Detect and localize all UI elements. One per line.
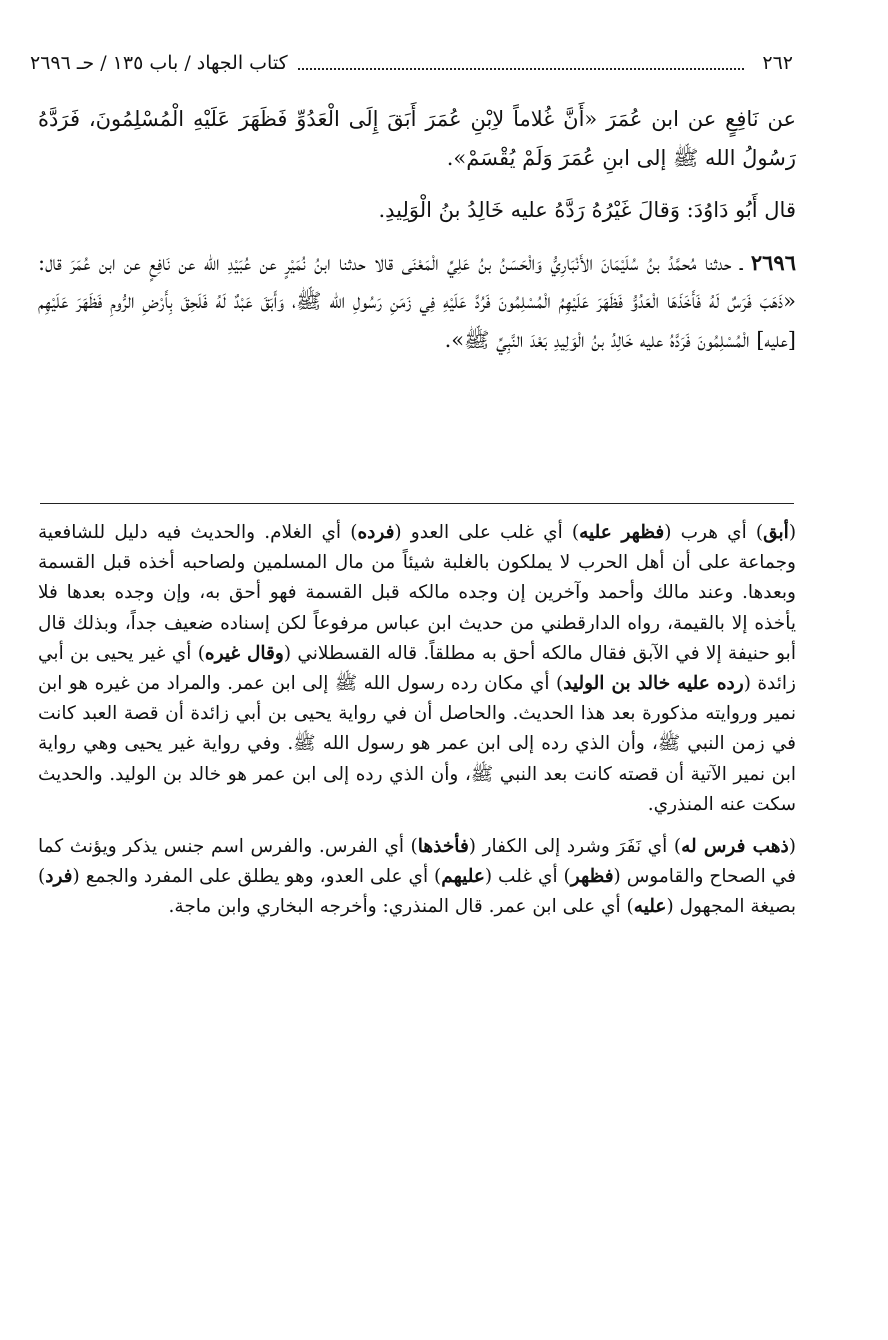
- gloss-term: فرده: [357, 522, 395, 543]
- gloss-term: فأخذها: [417, 836, 469, 858]
- gloss-term: عليهم: [441, 866, 485, 888]
- hadith-number: ٢٦٩٦: [750, 249, 796, 275]
- hadith-3-text: ـ حدثنا مُحمَّدُ بنُ سُلَيْمَانَ الأَنْبَارِيُّ وَالْحَسَنُ بنُ عَلِيِّ الْمَعْنَى قالا حدثنا ابنُ نُمَيْرٍ عن عُبَيْدِ الله عن نَافِعٍ عن ابن عُمَرَ قال: «ذَهَبَ فَرَسٌ لَهُ فَأَخَذَهَا الْعَدُوُّ فَظَهَرَ عَلَيْهِمُ الْمُسْلِمُونَ فَرُدَّ عَلَيْهِ فِي زَمَنِ رَسُولِ الله ﷺ، وَأَبَقَ عَبْدٌ لَهُ فَلَحِقَ بِأَرْضِ الرُّومِ فَظَهَرَ عَلَيْهِم [عليه] الْمُسْلِمُونَ فَرَدَّهُ عليه خَالِدُ بنُ الْوَلِيدِ بَعْدَ النَّبِيِّ ﷺ».: [38, 250, 796, 352]
- gloss-term: أبق: [763, 522, 789, 543]
- gloss-term: رده عليه خالد بن الوليد: [563, 673, 744, 695]
- footnote-divider: [40, 503, 794, 504]
- commentary: [38, 518, 796, 923]
- gloss-term: فظهر عليه: [579, 522, 665, 543]
- page-header: [30, 46, 793, 80]
- commentary-paragraph-1: (أبق) أي هرب (فظهر عليه) أي غلب على العدو (فرده) أي الغلام. والحديث فيه دليل للشافعية وجماعة على أن أهل الحرب لا يملكون بالغلبة شيئاً من مال المسلمين ولصاحبه أخذه قبل القسمة وبعدها. وعند مالك وأحمد وآخرين إن وجده مالكه قبل القسمة فهو أحق به، وإن وجده بعدها فلا يأخذه إلا بالقيمة، رواه الدارقطني من حديث ابن عباس مرفوعاً لكن إسناده ضعيف جداً، وبذلك قال أبو حنيفة إلا في الآبق فقال مالكه أحق به مطلقاً. قاله القسطلاني (وقال غيره) أي غير يحيى بن أبي زائدة (رده عليه خالد بن الوليد) أي مكان رده رسول الله ﷺ إلى ابن عمر. والمراد من غيره هو ابن نمير وروايته مذكورة بعد هذا الحديث. والحاصل أن في رواية يحيى بن أبي زائدة أن قصة العبد كانت في زمن النبي ﷺ، وأن الذي رده إلى ابن عمر هو رسول الله ﷺ. وفي رواية غير يحيى وهي رواية ابن نمير الآتية أن قصته كانت بعد النبي ﷺ، وأن الذي رده إلى ابن عمر هو خالد بن الوليد. والحديث سكت عنه المنذري.: [38, 522, 797, 815]
- hadith-paragraph-1: عن نَافِعٍ عن ابن عُمَرَ «أَنَّ غُلاماً لاِبْنِ عُمَرَ أَبَقَ إِلَى الْعَدُوِّ فَظَهَرَ عَلَيْهِ الْمُسْلِمُونَ، فَرَدَّهُ رَسُولُ الله ﷺ إلى ابنِ عُمَرَ وَلَمْ يُقْسَمْ».: [38, 107, 796, 170]
- header-dotted-leader: [298, 68, 745, 70]
- hadith-paragraph-3: [38, 244, 796, 360]
- hadith-paragraph-2: قال أَبُو دَاوُدَ: وَقالَ غَيْرُهُ رَدَّهُ عليه خَالِدُ بنُ الْوَلِيدِ.: [378, 198, 796, 222]
- page-number: ٢٦٢: [762, 52, 793, 74]
- gloss-term: فرد: [45, 866, 73, 888]
- running-title: كتاب الجهاد / باب ١٣٥ / حـ ٢٦٩٦: [30, 52, 288, 74]
- gloss-term: ذهب فرس له: [681, 836, 789, 858]
- commentary-paragraph-2: (ذهب فرس له) أي نَفَرَ وشرد إلى الكفار (فأخذها) أي الفرس. والفرس اسم جنس يذكر ويؤنث كما في الصحاح والقاموس (فظهر) أي غلب (عليهم) أي على العدو، وهو يطلق على المفرد والجمع (فرد) بصيغة المجهول (عليه) أي على ابن عمر. قال المنذري: وأخرجه البخاري وابن ماجة.: [38, 836, 796, 918]
- gloss-term: عليه: [633, 896, 667, 918]
- hadith-text: [38, 100, 796, 359]
- gloss-term: وقال غيره: [204, 642, 284, 664]
- gloss-term: فظهر: [570, 866, 614, 888]
